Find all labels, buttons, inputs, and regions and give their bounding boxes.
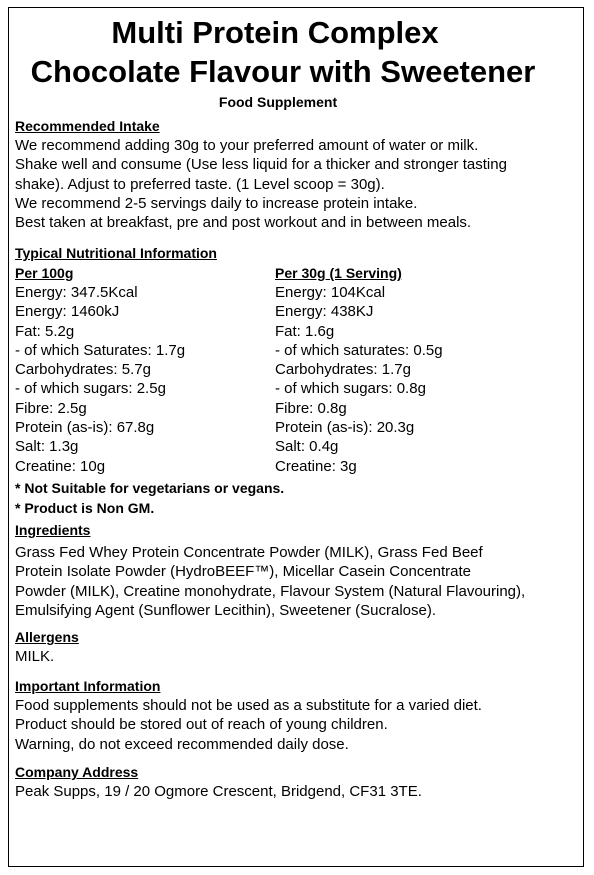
product-title-line2: Chocolate Flavour with Sweetener [30,54,536,89]
per100-row: Carbohydrates: 5.7g [15,361,151,379]
allergens-text: MILK. [15,648,55,665]
product-title-line1: Multi Protein Complex [111,15,439,50]
per100-row: Energy: 347.5Kcal [15,284,138,301]
nutrition-notes [15,478,284,518]
per30-column [275,264,443,476]
ingredients-line: Grass Fed Whey Protein Concentrate Powder (MILK), Grass Fed Beef [15,544,483,561]
company-address-text: Peak Supps, 19 / 20 Ogmore Crescent, Bridgend, CF31 3TE. [15,783,422,800]
per30-row: Creatine: 3g [275,457,357,475]
per30-row: Fat: 1.6g [275,322,335,340]
per100-row: - of which Saturates: 1.7g [15,341,186,359]
important-info-section [15,677,482,754]
intake-line: Shake well and consume (Use less liquid for a thicker and stronger tasting [15,156,507,174]
recommended-intake-heading: Recommended Intake [15,118,160,134]
product-subtitle: Food Supplement [218,94,338,110]
ingredients-section [15,521,525,620]
per30-row: Carbohydrates: 1.7g [275,361,411,379]
per30-header: Per 30g (1 Serving) [275,265,402,281]
important-info-line: Food supplements should not be used as a substitute for a varied diet. [15,697,482,714]
per100-row: Fat: 5.2g [15,322,75,340]
per30-row: Fibre: 0.8g [275,399,347,417]
important-info-line: Warning, do not exceed recommended daily dose. [15,735,349,753]
per100-row: - of which sugars: 2.5g [15,380,166,398]
vegetarian-note: * Not Suitable for vegetarians or vegans. [15,480,285,496]
per30-row: Energy: 438KJ [275,303,374,321]
allergens-section [15,628,79,666]
allergens-heading: Allergens [15,629,79,645]
intake-line: Best taken at breakfast, pre and post workout and in between meals. [15,214,472,232]
intake-line: We recommend 2-5 servings daily to increase protein intake. [15,194,418,212]
intake-line: shake). Adjust to preferred taste. (1 Level scoop = 30g). [15,175,385,193]
ingredients-line: Protein Isolate Powder (HydroBEEF™), Micellar Casein Concentrate [15,563,472,581]
ingredients-line: Powder (MILK), Creatine monohydrate, Flavour System (Natural Flavouring), [15,582,526,600]
company-address-section [15,763,422,801]
per30-row: - of which saturates: 0.5g [275,341,443,359]
per100-column [15,264,185,476]
per100-row: Salt: 1.3g [15,438,79,456]
non-gm-note: * Product is Non GM. [15,500,155,516]
important-info-heading: Important Information [15,678,161,694]
per100-row: Creatine: 10g [15,457,106,475]
intake-line: We recommend adding 30g to your preferred amount of water or milk. [15,137,479,154]
per30-row: - of which sugars: 0.8g [275,380,426,398]
per30-row: Protein (as-is): 20.3g [275,419,415,437]
recommended-intake-section [15,117,507,232]
per30-row: Energy: 104Kcal [275,284,386,301]
per100-header: Per 100g [15,265,74,281]
per30-row: Salt: 0.4g [275,438,339,456]
company-address-heading: Company Address [15,764,139,780]
per100-row: Energy: 1460kJ [15,303,120,321]
ingredients-line: Emulsifying Agent (Sunflower Lecithin), Sweetener (Sucralose). [15,601,437,619]
nutrition-heading: Typical Nutritional Information [15,245,217,261]
important-info-line: Product should be stored out of reach of young children. [15,716,388,734]
per100-row: Protein (as-is): 67.8g [15,419,155,437]
ingredients-heading: Ingredients [15,522,91,538]
per100-row: Fibre: 2.5g [15,399,87,417]
